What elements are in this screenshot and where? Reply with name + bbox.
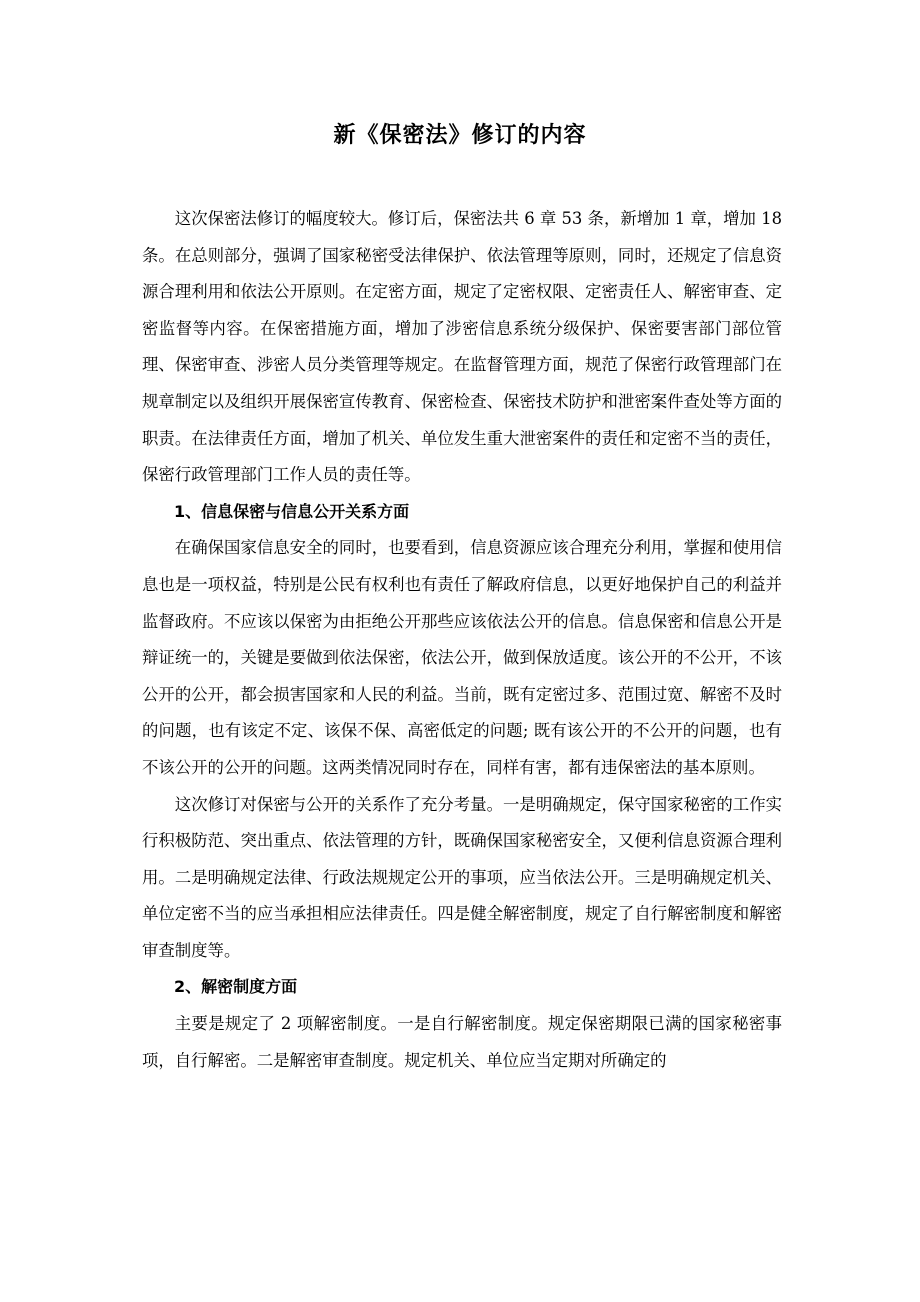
section-heading-2: 2、解密制度方面 (174, 977, 298, 997)
section-heading-1: 1、信息保密与信息公开关系方面 (174, 501, 410, 521)
intro-paragraph: 这次保密法修订的幅度较大。修订后，保密法共 6 章 53 条，新增加 1 章，增加 18 条。在总则部分，强调了国家秘密受法律保护、依法管理等原则，同时，还规定了信息资源合理利用和依法公开原则。在定密方面，规定了定密权限、定密责任人、解密审查、定密监督等内容。在保密措施方面，增加了涉密信息系统分级保护、保密要害部门部位管理、保密审查、涉密人员分类管理等规定。在监督管理方面，规范了保密行政管理部门在规章制定以及组织开展保密宣传教育、保密检查、保密技术防护和泄密案件查处等方面的职责。在法律责任方面，增加了机关、单位发生重大泄密案件的责任和定密不当的责任，保密行政管理部门工作人员的责任等。 (142, 209, 782, 485)
document-body (142, 201, 782, 1079)
section1-paragraph-2: 这次修订对保密与公开的关系作了充分考量。一是明确规定，保守国家秘密的工作实行积极防范、突出重点、依法管理的方针，既确保国家秘密安全，又便利信息资源合理利用。二是明确规定法律、行政法规规定公开的事项，应当依法公开。三是明确规定机关、单位定密不当的应当承担相应法律责任。四是健全解密制度，规定了自行解密制度和解密审查制度等。 (142, 794, 782, 960)
section2-paragraph-1: 主要是规定了 2 项解密制度。一是自行解密制度。规定保密期限已满的国家秘密事项，自行解密。二是解密审查制度。规定机关、单位应当定期对所确定的 (142, 1014, 782, 1070)
document-title: 新《保密法》修订的内容 (333, 123, 587, 148)
section1-paragraph-1: 在确保国家信息安全的同时，也要看到，信息资源应该合理充分利用，掌握和使用信息也是一项权益，特别是公民有权利也有责任了解政府信息，以更好地保护自己的利益并监督政府。不应该以保密为由拒绝公开那些应该依法公开的信息。信息保密和信息公开是辩证统一的，关键是要做到依法保密，依法公开，做到保放适度。该公开的不公开，不该公开的公开，都会损害国家和人民的利益。当前，既有定密过多、范围过宽、解密不及时的问题，也有该定不定、该保不保、高密低定的问题; 既有该公开的不公开的问题，也有不该公开的公开的问题。这两类情况同时存在，同样有害，都有违保密法的基本原则。 (142, 538, 782, 777)
